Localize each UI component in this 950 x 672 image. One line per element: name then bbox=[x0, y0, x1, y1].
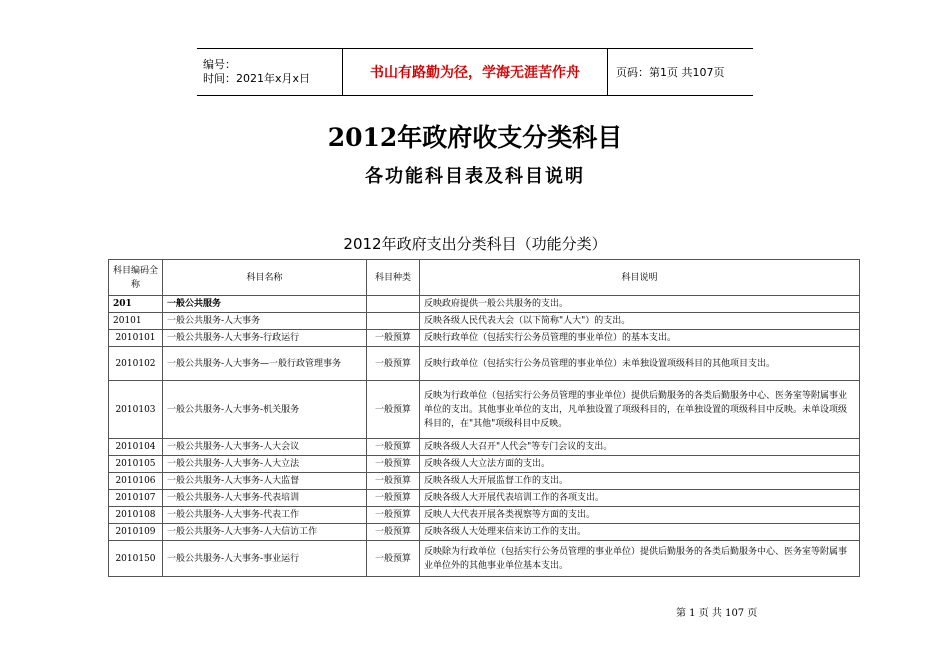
row-type: 一般预算 bbox=[367, 439, 420, 456]
table-row bbox=[109, 313, 860, 330]
row-type: 一般预算 bbox=[367, 473, 420, 490]
row-desc: 反映政府提供一般公共服务的支出。 bbox=[420, 296, 860, 313]
row-type: 一般预算 bbox=[367, 330, 420, 347]
row-type: 一般预算 bbox=[367, 347, 420, 381]
page-footer: 第 1 页 共 107 页 bbox=[676, 608, 758, 619]
row-type: 一般预算 bbox=[367, 524, 420, 541]
header-type: 科目种类 bbox=[367, 260, 420, 296]
row-desc: 反映各级人大开展代表培训工作的各项支出。 bbox=[420, 490, 860, 507]
row-type: 一般预算 bbox=[367, 541, 420, 577]
row-code: 2010105 bbox=[109, 456, 163, 473]
header-desc: 科目说明 bbox=[420, 260, 860, 296]
row-code: 2010108 bbox=[109, 507, 163, 524]
row-code: 2010101 bbox=[109, 330, 163, 347]
table-row bbox=[109, 296, 860, 313]
row-code: 2010102 bbox=[109, 347, 163, 381]
time-label: 时间：2021年x月x日 bbox=[203, 72, 311, 85]
document-subtitle: 各功能科目表及科目说明 bbox=[365, 166, 585, 187]
table-row bbox=[109, 541, 860, 577]
row-desc: 反映各级人民代表大会（以下简称"人大"）的支出。 bbox=[420, 313, 860, 330]
row-desc: 反映行政单位（包括实行公务员管理的事业单位）未单独设置项级科目的其他项目支出。 bbox=[420, 347, 860, 381]
row-desc: 反映各级人大立法方面的支出。 bbox=[420, 456, 860, 473]
header-meta bbox=[197, 49, 343, 96]
row-code: 2010104 bbox=[109, 439, 163, 456]
row-desc: 反映为行政单位（包括实行公务员管理的事业单位）提供后勤服务的各类后勤服务中心、医务室等附属事业单位的支出。其他事业单位的支出，凡单独设置了项级科目的，在单独设置的项级科目中反映。未单设项级科目的，在"其他"项级科目中反映。 bbox=[420, 381, 860, 439]
row-desc: 反映除为行政单位（包括实行公务员管理的事业单位）提供后勤服务的各类后勤服务中心、医务室等附属事业单位外的其他事业单位基本支出。 bbox=[420, 541, 860, 577]
table-title: 2012年政府支出分类科目（功能分类） bbox=[343, 235, 607, 253]
header-name: 科目名称 bbox=[163, 260, 367, 296]
table-row bbox=[109, 330, 860, 347]
row-code: 20101 bbox=[109, 313, 163, 330]
row-type: 一般预算 bbox=[367, 507, 420, 524]
row-code: 2010107 bbox=[109, 490, 163, 507]
row-name: 一般公共服务-人大事务-代表培训 bbox=[163, 490, 367, 507]
page-label: 页码：第1页 共107页 bbox=[608, 49, 754, 96]
row-type: 一般预算 bbox=[367, 381, 420, 439]
row-name: 一般公共服务-人大事务-人大立法 bbox=[163, 456, 367, 473]
row-type: 一般预算 bbox=[367, 490, 420, 507]
row-name: 一般公共服务-人大事务—一般行政管理事务 bbox=[163, 347, 367, 381]
row-name: 一般公共服务-人大事务-人大监督 bbox=[163, 473, 367, 490]
row-desc: 反映人大代表开展各类视察等方面的支出。 bbox=[420, 507, 860, 524]
row-name: 一般公共服务 bbox=[163, 296, 367, 313]
table-row bbox=[109, 524, 860, 541]
table-row bbox=[109, 456, 860, 473]
number-label: 编号： bbox=[203, 58, 236, 71]
document-title: 2012年政府收支分类科目 bbox=[327, 123, 623, 152]
row-code: 2010103 bbox=[109, 381, 163, 439]
table-row bbox=[109, 507, 860, 524]
motto: 书山有路勤为径，学海无涯苦作舟 bbox=[343, 49, 608, 96]
table-header-row bbox=[109, 260, 860, 296]
row-name: 一般公共服务-人大事务 bbox=[163, 313, 367, 330]
row-desc: 反映各级人大召开"人代会"等专门会议的支出。 bbox=[420, 439, 860, 456]
table-row bbox=[109, 347, 860, 381]
row-name: 一般公共服务-人大事务-人大会议 bbox=[163, 439, 367, 456]
row-desc: 反映行政单位（包括实行公务员管理的事业单位）的基本支出。 bbox=[420, 330, 860, 347]
row-code: 2010106 bbox=[109, 473, 163, 490]
row-name: 一般公共服务-人大事务-机关服务 bbox=[163, 381, 367, 439]
row-name: 一般公共服务-人大事务-事业运行 bbox=[163, 541, 367, 577]
row-code: 2010150 bbox=[109, 541, 163, 577]
row-code: 201 bbox=[109, 296, 163, 313]
row-type: 一般预算 bbox=[367, 456, 420, 473]
table-row bbox=[109, 439, 860, 456]
row-code: 2010109 bbox=[109, 524, 163, 541]
header-code: 科目编码全称 bbox=[109, 260, 163, 296]
table-row bbox=[109, 473, 860, 490]
row-desc: 反映各级人大处理来信来访工作的支出。 bbox=[420, 524, 860, 541]
row-name: 一般公共服务-人大事务-代表工作 bbox=[163, 507, 367, 524]
row-name: 一般公共服务-人大事务-人大信访工作 bbox=[163, 524, 367, 541]
document-header bbox=[197, 48, 753, 96]
row-type bbox=[367, 313, 420, 330]
row-name: 一般公共服务-人大事务-行政运行 bbox=[163, 330, 367, 347]
table-row bbox=[109, 381, 860, 439]
row-type bbox=[367, 296, 420, 313]
row-desc: 反映各级人大开展监督工作的支出。 bbox=[420, 473, 860, 490]
table-row bbox=[109, 490, 860, 507]
classification-table bbox=[108, 259, 860, 577]
